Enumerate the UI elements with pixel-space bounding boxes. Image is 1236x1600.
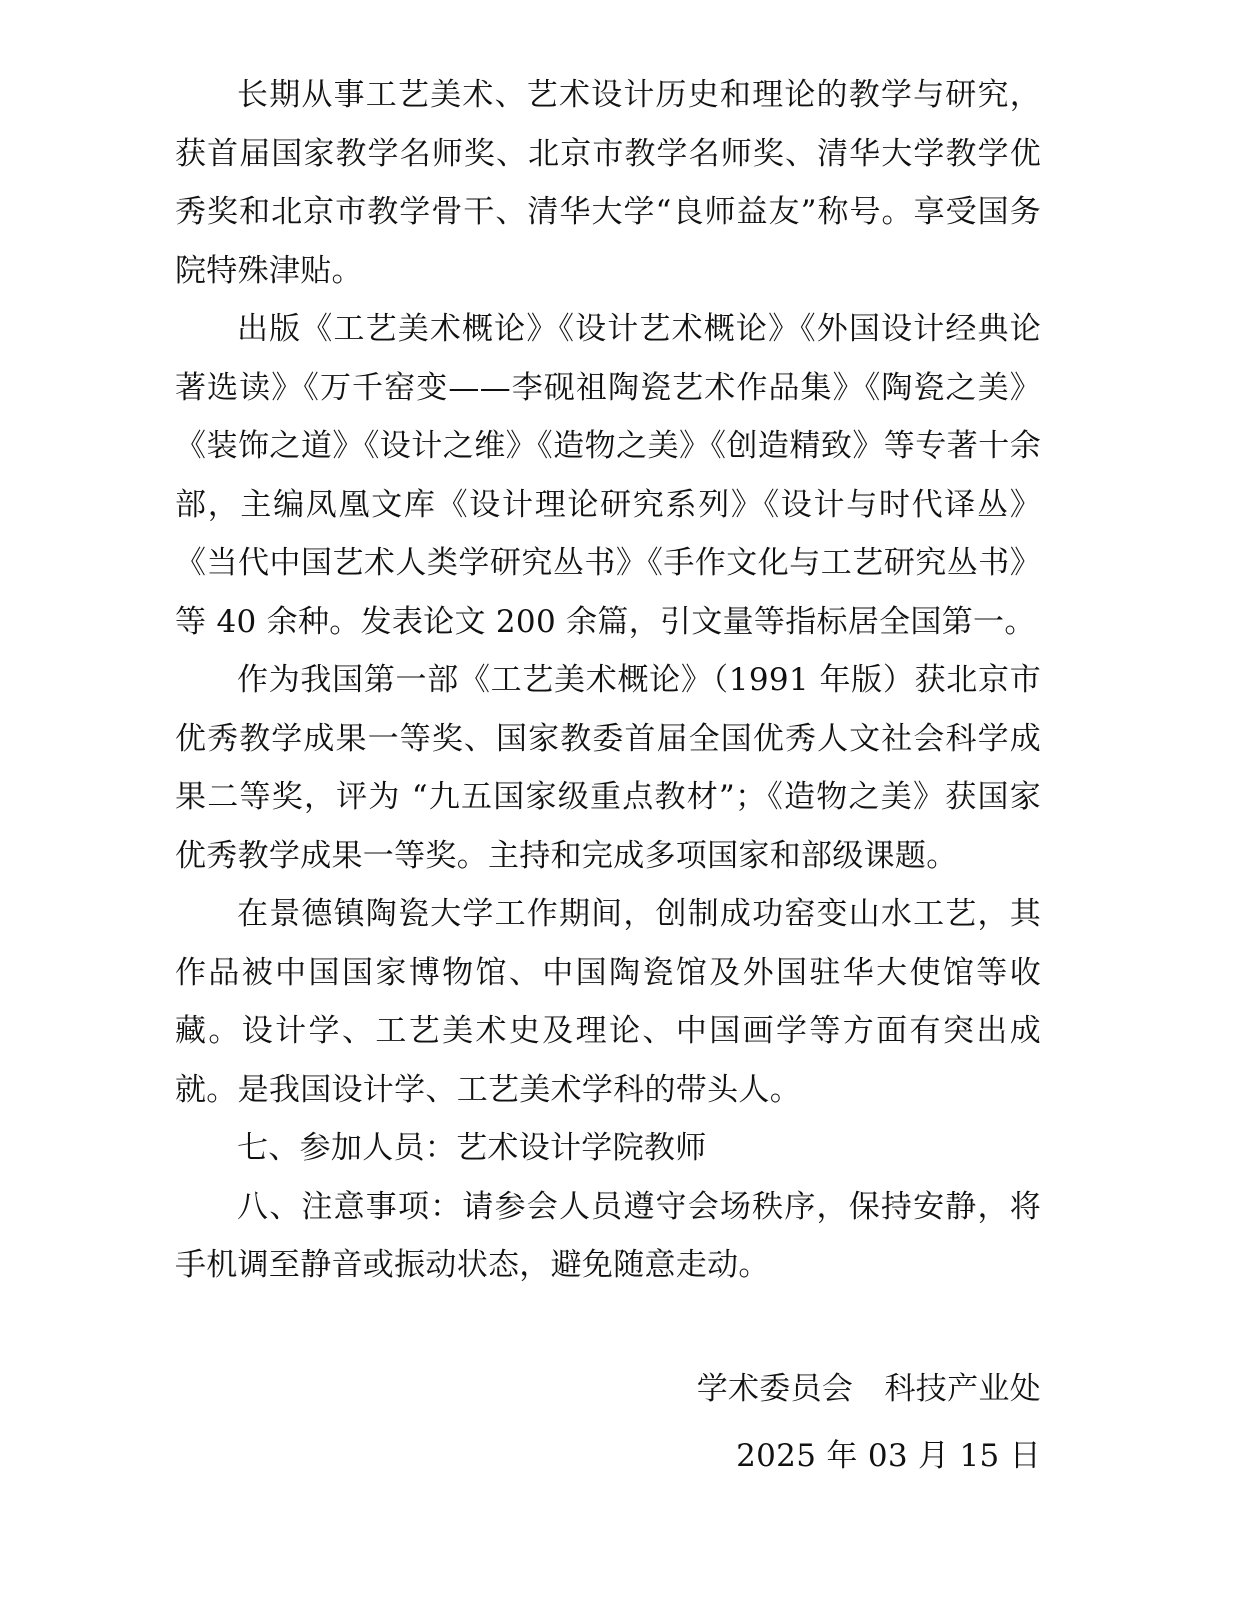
paragraph-awards: 作为我国第一部《工艺美术概论》（1991 年版）获北京市优秀教学成果一等奖、国家教委首届全国优秀人文社会科学成果二等奖，评为 “九五国家级重点教材”；《造物之美》获国家优秀教学成果一等奖。主持和完成多项国家和部级课题。 (175, 662, 1041, 874)
signature-organizations: 学术委员会 科技产业处 (696, 1371, 1041, 1407)
signature-date: 2025 年 03 月 15 日 (736, 1438, 1041, 1474)
signature-block (697, 1356, 1041, 1490)
document-body (175, 66, 1041, 1295)
paragraph-notes: 八、注意事项：请参会人员遵守会场秩序，保持安静，将手机调至静音或振动状态，避免随意走动。 (175, 1188, 1041, 1283)
paragraph-publications: 出版《工艺美术概论》《设计艺术概论》《外国设计经典论著选读》《万千窑变——李砚祖陶瓷艺术作品集》《陶瓷之美》《装饰之道》《设计之维》《造物之美》《创造精致》等专著十余部，主编凤凰文库《设计理论研究系列》《设计与时代译丛》《当代中国艺术人类学研究丛书》《手作文化与工艺研究丛书》等 40 余种。发表论文 200 余篇，引文量等指标居全国第一。 (175, 311, 1041, 640)
paragraph-teaching-career: 长期从事工艺美术、艺术设计历史和理论的教学与研究，获首届国家教学名师奖、北京市教学名师奖、清华大学教学优秀奖和北京市教学骨干、清华大学“良师益友”称号。享受国务院特殊津贴。 (175, 77, 1041, 289)
paragraph-ceramics-work: 在景德镇陶瓷大学工作期间，创制成功窑变山水工艺，其作品被中国国家博物馆、中国陶瓷馆及外国驻华大使馆等收藏。设计学、工艺美术史及理论、中国画学等方面有突出成就。是我国设计学、工艺美术学科的带头人。 (175, 896, 1041, 1108)
paragraph-participants: 七、参加人员：艺术设计学院教师 (237, 1130, 707, 1166)
